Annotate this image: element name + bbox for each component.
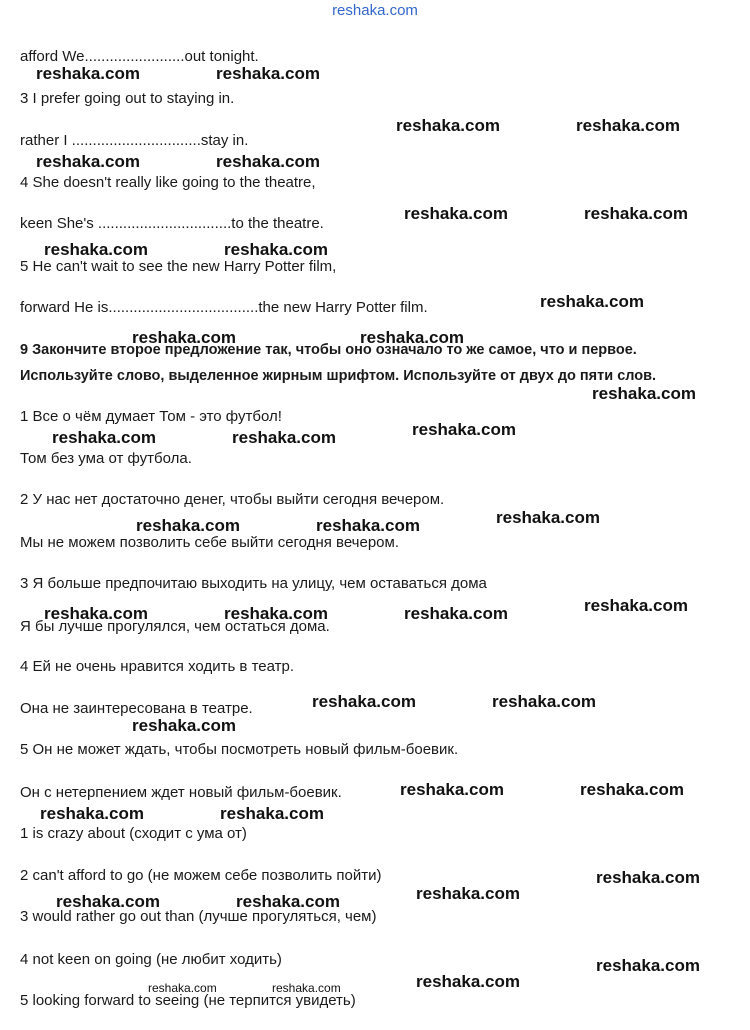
watermark: reshaka.com bbox=[404, 604, 508, 623]
text-line-11: Том без ума от футбола. bbox=[20, 450, 192, 467]
watermark: reshaka.com bbox=[136, 516, 240, 535]
watermark: reshaka.com bbox=[496, 508, 600, 527]
watermark: reshaka.com bbox=[36, 152, 140, 171]
watermark: reshaka.com bbox=[56, 892, 160, 911]
answer-line-4: 4 not keen on going (не любит ходить) bbox=[20, 951, 282, 968]
exercise-heading-2: Используйте слово, выделенное жирным шрифтом. Используйте от двух до пяти слов. bbox=[20, 368, 657, 384]
watermark: reshaka.com bbox=[132, 328, 236, 347]
watermark: reshaka.com bbox=[236, 892, 340, 911]
watermark: reshaka.com bbox=[44, 604, 148, 623]
watermark: reshaka.com bbox=[584, 596, 688, 615]
watermark: reshaka.com bbox=[596, 956, 700, 975]
text-line-17: Она не заинтересована в театре. bbox=[20, 700, 253, 717]
text-line-19: Он с нетерпением ждет новый фильм-боевик. bbox=[20, 784, 342, 801]
text-line-6: 5 He can't wait to see the new Harry Potter film, bbox=[20, 258, 337, 275]
watermark: reshaka.com bbox=[224, 240, 328, 259]
text-line-10: 1 Все о чём думает Том - это футбол! bbox=[20, 408, 282, 425]
exercise-heading-1: 9 Закончите второе предложение так, чтобы оно означало то же самое, что и первое. bbox=[20, 342, 637, 358]
text-line-18: 5 Он не может ждать, чтобы посмотреть новый фильм-боевик. bbox=[20, 741, 459, 758]
watermark: reshaka.com bbox=[580, 780, 684, 799]
watermark: reshaka.com bbox=[216, 152, 320, 171]
watermark: reshaka.com bbox=[400, 780, 504, 799]
watermark: reshaka.com bbox=[404, 204, 508, 223]
watermark: reshaka.com bbox=[592, 384, 696, 403]
text-line-1: afford We........................out tonight. bbox=[20, 48, 259, 65]
watermark: reshaka.com bbox=[232, 428, 336, 447]
watermark-small: reshaka.com bbox=[148, 981, 217, 995]
watermark: reshaka.com bbox=[584, 204, 688, 223]
watermark: reshaka.com bbox=[220, 804, 324, 823]
watermark: reshaka.com bbox=[44, 240, 148, 259]
watermark: reshaka.com bbox=[40, 804, 144, 823]
watermark-small: reshaka.com bbox=[272, 981, 341, 995]
watermark: reshaka.com bbox=[312, 692, 416, 711]
watermark: reshaka.com bbox=[52, 428, 156, 447]
text-line-7: forward He is....................................the new Harry Potter film. bbox=[20, 299, 428, 316]
answer-line-1: 1 is crazy about (сходит с ума от) bbox=[20, 825, 247, 842]
watermark: reshaka.com bbox=[36, 64, 140, 83]
text-line-16: 4 Ей не очень нравится ходить в театр. bbox=[20, 658, 294, 675]
watermark: reshaka.com bbox=[396, 116, 500, 135]
watermark: reshaka.com bbox=[132, 716, 236, 735]
answer-line-5: 5 looking forward to seeing (не терпится увидеть) bbox=[20, 992, 356, 1009]
text-line-2: 3 I prefer going out to staying in. bbox=[20, 90, 235, 107]
watermark: reshaka.com bbox=[224, 604, 328, 623]
text-line-3: rather I ...............................stay in. bbox=[20, 132, 249, 149]
watermark: reshaka.com bbox=[416, 972, 520, 991]
text-line-13: Мы не можем позволить себе выйти сегодня вечером. bbox=[20, 534, 399, 551]
answer-line-3: 3 would rather go out than (лучше прогуляться, чем) bbox=[20, 908, 377, 925]
watermark: reshaka.com bbox=[540, 292, 644, 311]
watermark: reshaka.com bbox=[576, 116, 680, 135]
text-line-14: 3 Я больше предпочитаю выходить на улицу, чем оставаться дома bbox=[20, 575, 487, 592]
watermark: reshaka.com bbox=[360, 328, 464, 347]
text-line-12: 2 У нас нет достаточно денег, чтобы выйти сегодня вечером. bbox=[20, 491, 445, 508]
watermark: reshaka.com bbox=[492, 692, 596, 711]
text-line-4: 4 She doesn't really like going to the theatre, bbox=[20, 174, 316, 191]
watermark: reshaka.com bbox=[416, 884, 520, 903]
watermark: reshaka.com bbox=[412, 420, 516, 439]
header-site-link[interactable]: reshaka.com bbox=[332, 2, 418, 19]
watermark: reshaka.com bbox=[596, 868, 700, 887]
watermark: reshaka.com bbox=[216, 64, 320, 83]
answer-line-2: 2 can't afford to go (не можем себе позволить пойти) bbox=[20, 867, 382, 884]
watermark: reshaka.com bbox=[316, 516, 420, 535]
text-line-5: keen She's ................................to the theatre. bbox=[20, 215, 324, 232]
text-line-15: Я бы лучше прогулялся, чем остаться дома. bbox=[20, 618, 330, 635]
